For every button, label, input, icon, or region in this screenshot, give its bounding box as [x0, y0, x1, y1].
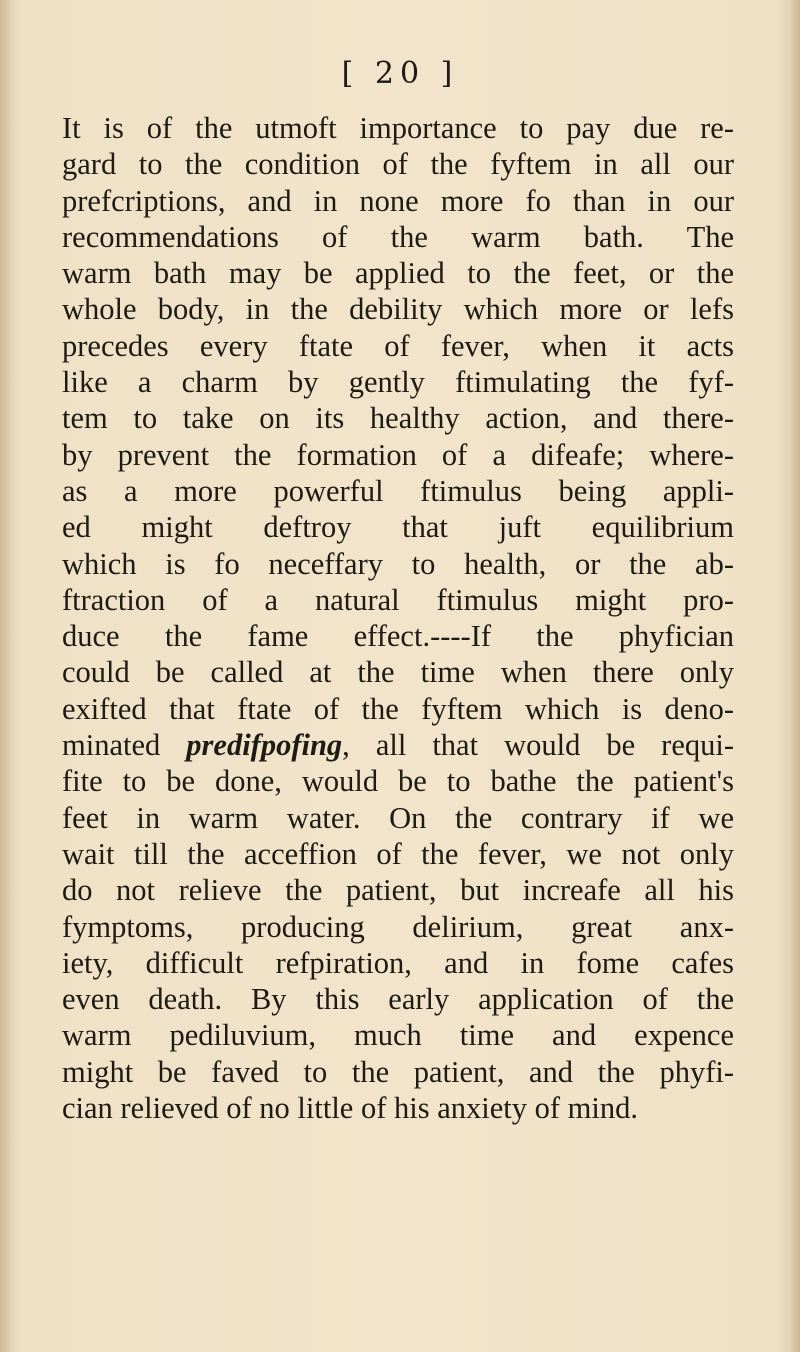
- page-gutter-shadow: [0, 0, 14, 1352]
- text-line: gard to the condition of the fyftem in all our: [62, 147, 734, 182]
- text-line: whole body, in the debility which more or lefs: [62, 292, 734, 327]
- text-line: exifted that ftate of the fyftem which is deno-: [62, 691, 734, 726]
- text-line: cian relieved of no little of his anxiety of mind.: [62, 1091, 638, 1126]
- text-line: which is fo neceffary to health, or the ab-: [62, 546, 734, 581]
- page-edge-shadow: [790, 0, 800, 1352]
- text-line-with-emphasis: [62, 727, 734, 763]
- text-line: by prevent the formation of a difeafe; where-: [62, 437, 734, 472]
- text-line: fite to be done, would be to bathe the patient's: [62, 764, 734, 799]
- text-line: as a more powerful ftimulus being appli-: [62, 473, 734, 508]
- text-line: even death. By this early application of the: [62, 982, 734, 1017]
- emphasized-term: predifpofing: [186, 728, 343, 763]
- text-line: could be called at the time when there only: [62, 655, 734, 690]
- text-run: minated: [62, 728, 187, 763]
- body-paragraph: [62, 110, 734, 1126]
- text-line: recommendations of the warm bath. The: [62, 219, 734, 254]
- text-line: prefcriptions, and in none more fo than in our: [62, 183, 734, 218]
- text-line: ed might deftroy that juft equilibrium: [62, 510, 734, 545]
- text-line: might be faved to the patient, and the phyfi-: [62, 1054, 734, 1089]
- text-line: tem to take on its healthy action, and there-: [62, 401, 734, 436]
- text-line: feet in warm water. On the contrary if we: [62, 800, 734, 835]
- text-run: , all that would be requi-: [342, 728, 734, 763]
- text-line: fymptoms, producing delirium, great anx-: [62, 909, 734, 944]
- text-line: like a charm by gently ftimulating the fyf-: [62, 365, 734, 400]
- page-number-header: [ 20 ]: [341, 56, 459, 91]
- text-line: wait till the acceffion of the fever, we not only: [62, 836, 734, 871]
- text-line: iety, difficult refpiration, and in fome cafes: [62, 945, 734, 980]
- text-line: warm pediluvium, much time and expence: [62, 1018, 734, 1053]
- text-line: duce the fame effect.----If the phyfician: [62, 619, 734, 654]
- text-line: do not relieve the patient, but increafe all his: [62, 873, 734, 908]
- text-line: warm bath may be applied to the feet, or the: [62, 256, 734, 291]
- text-line: precedes every ftate of fever, when it acts: [62, 328, 734, 363]
- text-line: ftraction of a natural ftimulus might pro-: [62, 582, 734, 617]
- text-line: It is of the utmoft importance to pay due re-: [62, 111, 734, 145]
